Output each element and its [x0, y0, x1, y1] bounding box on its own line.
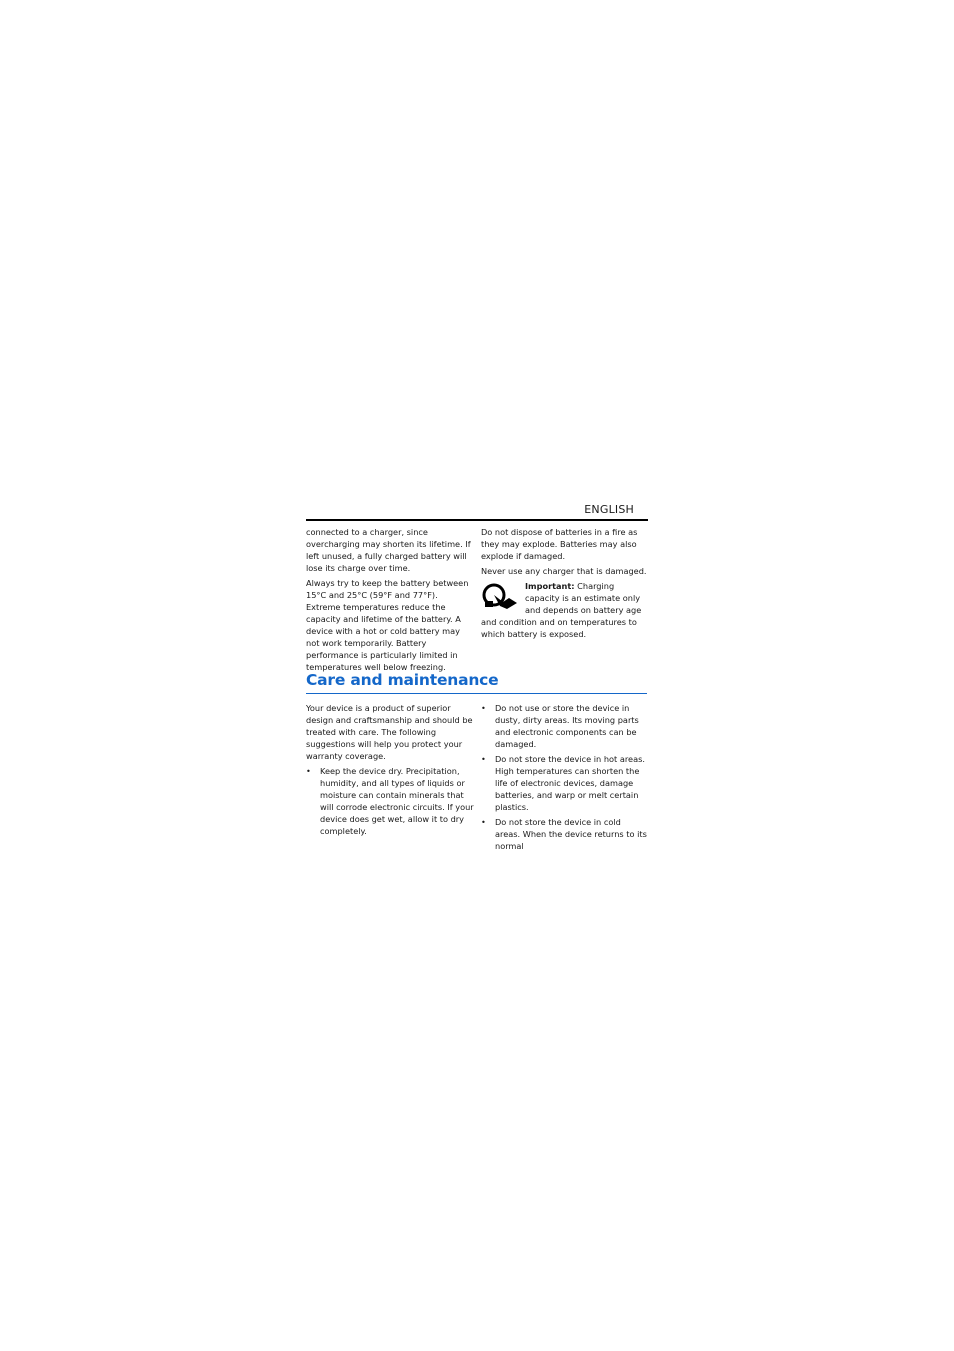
list-item-text: Do not store the device in cold areas. When the device returns to its normal	[495, 817, 647, 851]
list-item	[481, 702, 647, 750]
bullet-glyph: •	[481, 754, 486, 764]
section-rule	[306, 693, 647, 694]
header-rule	[306, 519, 648, 521]
bullet-glyph: •	[481, 817, 486, 827]
important-label: Important:	[525, 581, 575, 591]
list-item	[481, 753, 647, 813]
list-item-text: Keep the device dry. Precipitation, humidity, and all types of liquids or moisture can contain minerals that will corrode electronic circuits. If your device does get wet, allow it to dry completely.	[320, 766, 474, 836]
bullet-glyph: •	[481, 703, 486, 713]
intro-paragraph: Your device is a product of superior design and craftsmanship and should be treated with care. The following suggestions will help you protect your warranty coverage.	[306, 703, 473, 761]
list-item-text: Do not use or store the device in dusty, dirty areas. Its moving parts and electronic components can be damaged.	[495, 703, 639, 749]
bullet-list	[481, 702, 647, 852]
care-left-column	[306, 702, 474, 840]
battery-right-column	[481, 526, 647, 640]
bullet-list	[306, 765, 474, 837]
paragraph: Do not dispose of batteries in a fire as they may explode. Batteries may also explode if damaged.	[481, 527, 638, 561]
important-text: Charging capacity is an estimate only and depends on battery age and condition and on temperatures to which battery is exposed.	[481, 581, 642, 639]
list-item	[306, 765, 474, 837]
list-item-text: Do not store the device in hot areas. High temperatures can shorten the life of electronic devices, damage batteries, and warp or melt certain plastics.	[495, 754, 645, 812]
bullet-glyph: •	[306, 766, 311, 776]
battery-left-column	[306, 526, 474, 676]
section-title-care-and-maintenance: Care and maintenance	[306, 671, 499, 689]
paragraph: Always try to keep the battery between 15°C and 25°C (59°F and 77°F). Extreme temperatures reduce the capacity and lifetime of the battery. A device with a hot or cold battery may not work temporarily. Battery performance is particularly limited in temperatures well below freezing.	[306, 578, 469, 672]
paragraph: Never use any charger that is damaged.	[481, 566, 647, 576]
important-note	[481, 580, 647, 640]
language-header: ENGLISH	[584, 503, 634, 516]
paragraph: connected to a charger, since overcharging may shorten its lifetime. If left unused, a fully charged battery will lose its charge over time.	[306, 527, 471, 573]
important-hand-icon	[481, 582, 519, 610]
care-right-column	[481, 702, 647, 855]
list-item	[481, 816, 647, 852]
